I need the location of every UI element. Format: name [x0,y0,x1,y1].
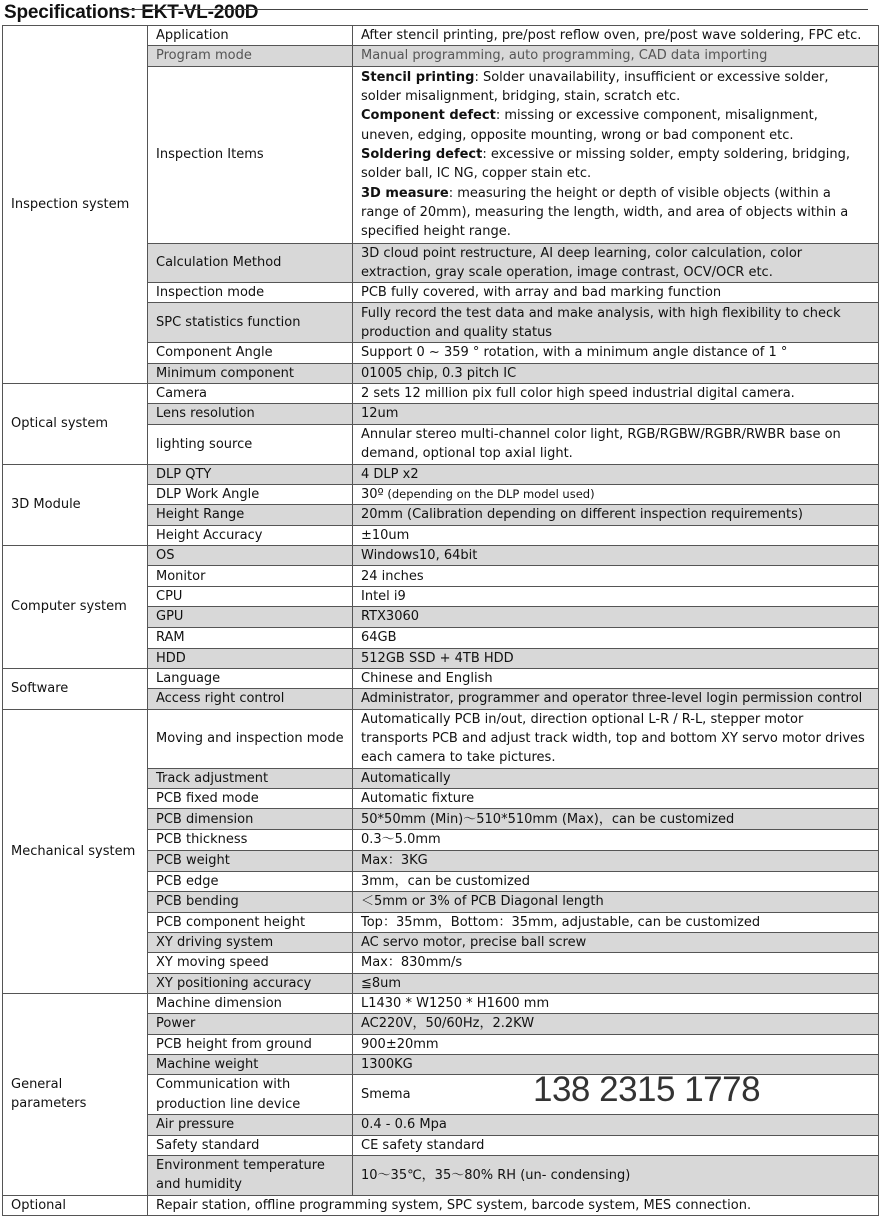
inspection-item-text: : Solder unavailability, insufficient or excessive solder, solder misalignment, bridging, stain, scratch etc. [361,69,829,105]
property-label: lighting source [148,424,353,464]
page-title: Specifications: EKT-VL-200D [4,2,259,23]
property-value: 1300KG [353,1054,879,1074]
property-value: 01005 chip, 0.3 pitch IC [353,363,879,383]
property-value: 10～35℃，35～80% RH (un- condensing) [353,1155,879,1195]
property-value: After stencil printing, pre/post reflow oven, pre/post wave soldering, FPC etc. [353,26,879,46]
property-value: 4 DLP x2 [353,464,879,484]
property-value: Intel i9 [353,587,879,607]
property-value: Smema [353,1075,879,1115]
property-value: 50*50mm (Min)～510*510mm (Max)，can be customized [353,809,879,830]
spec-row [3,26,879,46]
property-label: PCB weight [148,850,353,871]
spec-row [3,669,879,689]
property-label: Application [148,26,353,46]
phone-watermark: 138 2315 1778 [533,1070,761,1109]
property-value: Max：3KG [353,850,879,871]
property-value: PCB fully covered, with array and bad marking function [353,283,879,303]
category-cell: Optical system [3,384,148,465]
property-label: CPU [148,587,353,607]
inspection-item-heading: Component defect [361,108,496,124]
inspection-item [361,184,870,242]
property-label: Safety standard [148,1135,353,1155]
inspection-item-text: : excessive or missing solder, empty soldering, bridging, solder ball, IC NG, copper stain etc. [361,146,850,182]
property-label: Monitor [148,566,353,587]
category-cell: Computer system [3,545,148,668]
property-value: 900±20mm [353,1034,879,1054]
property-label: GPU [148,607,353,627]
property-value: CE safety standard [353,1135,879,1155]
property-label: XY moving speed [148,953,353,973]
property-label: Machine dimension [148,994,353,1014]
property-label: PCB thickness [148,830,353,850]
property-label: Calculation Method [148,243,353,283]
property-value: ±10um [353,525,879,545]
property-label: OS [148,545,353,565]
property-value: Automatically [353,768,879,788]
property-label: PCB component height [148,912,353,932]
property-label: DLP QTY [148,464,353,484]
property-label: PCB fixed mode [148,788,353,808]
inspection-item-heading: Stencil printing [361,69,475,85]
property-value: Administrator, programmer and operator three-level login permission control [353,689,879,709]
property-label: SPC statistics function [148,303,353,343]
property-label: Inspection mode [148,283,353,303]
property-label: Access right control [148,689,353,709]
spec-table [2,25,879,1216]
property-label: Communication with production line device [148,1075,353,1115]
property-value [353,66,879,243]
property-value: 24 inches [353,566,879,587]
property-value: Support 0 ~ 359 ° rotation, with a minimum angle distance of 1 ° [353,343,879,363]
property-value: 64GB [353,627,879,648]
property-label: HDD [148,648,353,668]
spec-row [3,994,879,1014]
property-value: Fully record the test data and make analysis, with high flexibility to check production and quality status [353,303,879,343]
property-value: ≦8um [353,973,879,993]
property-value: AC220V，50/60Hz，2.2KW [353,1014,879,1034]
inspection-item [361,68,870,107]
spec-row [3,1195,879,1215]
property-label: PCB height from ground [148,1034,353,1054]
property-label: XY driving system [148,933,353,953]
property-value: AC servo motor, precise ball screw [353,933,879,953]
property-value: Chinese and English [353,669,879,689]
property-value: Windows10, 64bit [353,545,879,565]
category-cell: Mechanical system [3,709,148,993]
property-value: 2 sets 12 million pix full color high speed industrial digital camera. [353,384,879,404]
property-label: DLP Work Angle [148,484,353,504]
property-label: Program mode [148,46,353,66]
property-label: Lens resolution [148,404,353,424]
category-cell: Optional [3,1195,148,1215]
property-label: RAM [148,627,353,648]
property-label: Air pressure [148,1115,353,1135]
property-label: PCB bending [148,891,353,912]
property-label: Camera [148,384,353,404]
spec-row [3,384,879,404]
property-label: PCB dimension [148,809,353,830]
property-value [353,484,879,504]
property-label: Inspection Items [148,66,353,243]
property-value: Annular stereo multi-channel color light, RGB/RGBW/RGBR/RWBR base on demand, optional top axial light. [353,424,879,464]
property-label: Minimum component [148,363,353,383]
property-label: Height Range [148,505,353,525]
property-value: 3mm，can be customized [353,871,879,891]
property-value: ＜5mm or 3% of PCB Diagonal length [353,891,879,912]
spec-row [3,545,879,565]
property-value: 0.3～5.0mm [353,830,879,850]
property-value: L1430 * W1250 * H1600 mm [353,994,879,1014]
property-label: Environment temperature and humidity [148,1155,353,1195]
property-label: Component Angle [148,343,353,363]
property-label: PCB edge [148,871,353,891]
inspection-item-text: : missing or excessive component, misalignment, uneven, edging, opposite mounting, wrong or bad component etc. [361,108,818,143]
category-cell: Software [3,669,148,710]
property-label: Language [148,669,353,689]
title-rule [118,9,868,10]
property-label: XY positioning accuracy [148,973,353,993]
category-cell: 3D Module [3,464,148,545]
inspection-item [361,145,870,184]
property-value: 0.4 - 0.6 Mpa [353,1115,879,1135]
property-value: Max：830mm/s [353,953,879,973]
inspection-item-text: : measuring the height or depth of visible objects (within a range of 20mm), measuring the length, width, and area of objects within a specified height range. [361,185,849,240]
inspection-item-heading: Soldering defect [361,146,483,162]
spec-row [3,709,879,768]
property-value: Manual programming, auto programming, CAD data importing [353,46,879,66]
value-main: 30º [361,486,384,502]
property-label: Moving and inspection mode [148,709,353,768]
inspection-item [361,106,870,145]
property-label: Machine weight [148,1054,353,1074]
property-value: Top：35mm，Bottom：35mm, adjustable, can be customized [353,912,879,932]
value-note: (depending on the DLP model used) [383,486,595,501]
property-value: 20mm (Calibration depending on different inspection requirements) [353,505,879,525]
category-cell: Inspection system [3,26,148,384]
property-label: Track adjustment [148,768,353,788]
inspection-item-heading: 3D measure [361,185,449,201]
spec-row [3,464,879,484]
property-value: 3D cloud point restructure, AI deep learning, color calculation, color extraction, gray scale operation, image contrast, OCV/OCR etc. [353,243,879,283]
property-value: Automatic fixture [353,788,879,808]
property-value: Automatically PCB in/out, direction optional L-R / R-L, stepper motor transports PCB and adjust track width, top and bottom XY servo motor drives each camera to take pictures. [353,709,879,768]
category-cell: General parameters [3,994,148,1196]
property-value: RTX3060 [353,607,879,627]
property-value: 12um [353,404,879,424]
property-label: Height Accuracy [148,525,353,545]
property-label: Power [148,1014,353,1034]
property-value: 512GB SSD + 4TB HDD [353,648,879,668]
optional-value: Repair station, offline programming system, SPC system, barcode system, MES connection. [148,1195,879,1215]
